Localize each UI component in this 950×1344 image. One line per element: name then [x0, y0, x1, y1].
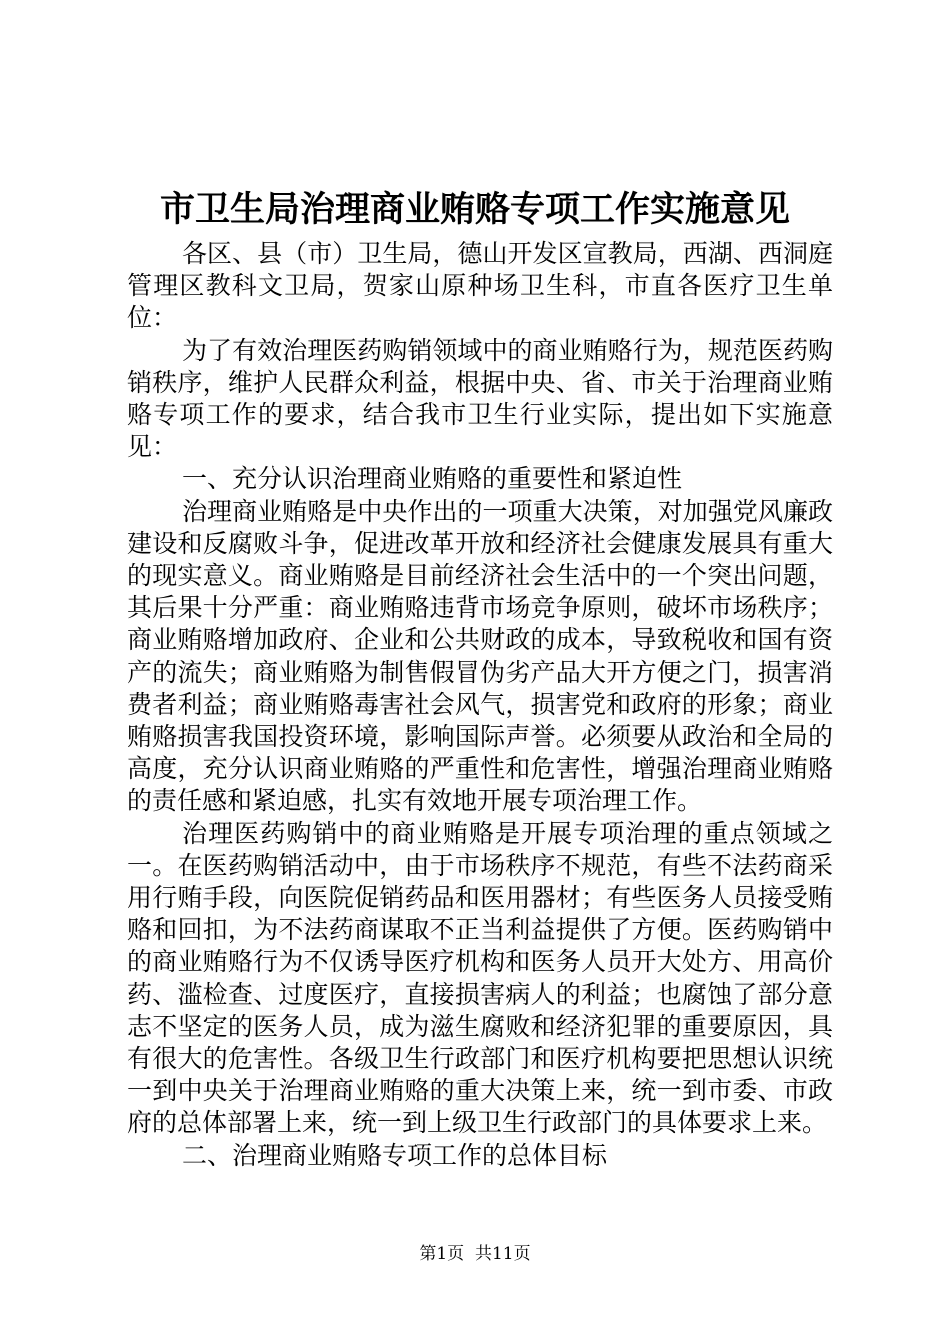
- document-title: 市卫生局治理商业贿赂专项工作实施意见: [159, 189, 790, 230]
- salutation-paragraph: 各区、县（市）卫生局，德山开发区宣教局，西湖、西洞庭管理区教科文卫局，贺家山原种场卫生科，市直各医疗卫生单位：: [127, 239, 833, 333]
- body-paragraph: 治理商业贿赂是中央作出的一项重大决策，对加强党风廉政建设和反腐败斗争，促进改革开放和经济社会健康发展具有重大的现实意义。商业贿赂是目前经济社会生活中的一个突出问题，其后果十分严重：商业贿赂违背市场竞争原则，破坏市场秩序；商业贿赂增加政府、企业和公共财政的成本，导致税收和国有资产的流失；商业贿赂为制售假冒伪劣产品大开方便之门，损害消费者利益；商业贿赂毒害社会风气，损害党和政府的形象；商业贿赂损害我国投资环境，影响国际声誉。必须要从政治和全局的高度，充分认识商业贿赂的严重性和危害性，增强治理商业贿赂的责任感和紧迫感，扎实有效地开展专项治理工作。: [127, 496, 833, 816]
- document-body: [127, 238, 833, 1172]
- section-heading-2: 二、治理商业贿赂专项工作的总体目标: [182, 1140, 608, 1170]
- intro-paragraph: 为了有效治理医药购销领域中的商业贿赂行为，规范医药购销秩序，维护人民群众利益，根据中央、省、市关于治理商业贿赂专项工作的要求，结合我市卫生行业实际，提出如下实施意见：: [127, 335, 833, 462]
- section-heading-1: 一、充分认识治理商业贿赂的重要性和紧迫性: [182, 464, 683, 494]
- body-paragraph: 治理医药购销中的商业贿赂是开展专项治理的重点领域之一。在医药购销活动中，由于市场秩序不规范，有些不法药商采用行贿手段，向医院促销药品和医用器材；有些医务人员接受贿赂和回扣，为不法药商谋取不正当利益提供了方便。医药购销中的商业贿赂行为不仅诱导医疗机构和医务人员开大处方、用高价药、滥检查、过度医疗，直接损害病人的利益；也腐蚀了部分意志不坚定的医务人员，成为滋生腐败和经济犯罪的重要原因，具有很大的危害性。各级卫生行政部门和医疗机构要把思想认识统一到中央关于治理商业贿赂的重大决策上来，统一到市委、市政府的总体部署上来，统一到上级卫生行政部门的具体要求上来。: [127, 818, 833, 1138]
- page-number-footer: 第1页 共11页: [419, 1244, 531, 1264]
